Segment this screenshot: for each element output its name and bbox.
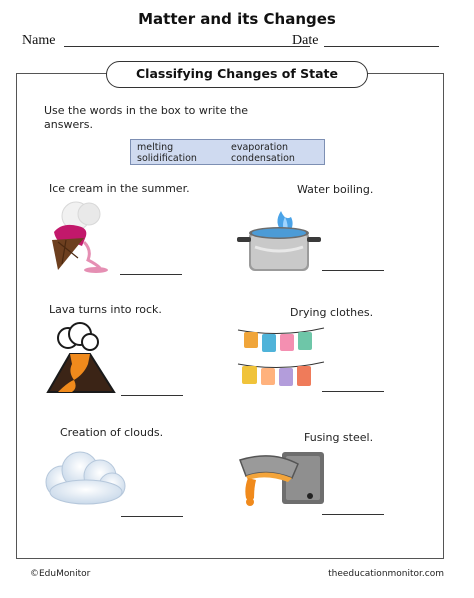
date-line[interactable] xyxy=(324,46,439,47)
item-prompt-drying-clothes: Drying clothes. xyxy=(290,306,374,319)
answer-line[interactable] xyxy=(322,270,384,271)
answer-line[interactable] xyxy=(322,514,384,515)
instructions: Use the words in the box to write the answers. xyxy=(44,104,249,131)
boiling-pot-icon xyxy=(235,203,325,283)
answer-line[interactable] xyxy=(322,391,384,392)
footer-copyright: ©EduMonitor xyxy=(30,569,91,579)
answer-line[interactable] xyxy=(120,274,182,275)
word-box-item: condensation xyxy=(231,153,295,164)
melting-ice-cream-icon xyxy=(44,198,114,278)
worksheet-title: Matter and its Changes xyxy=(138,10,336,28)
item-prompt-lava: Lava turns into rock. xyxy=(49,303,162,316)
volcano-icon xyxy=(44,322,119,397)
molten-steel-icon xyxy=(232,446,328,510)
item-prompt-ice-cream: Ice cream in the summer. xyxy=(49,182,190,195)
date-label: Date xyxy=(292,33,319,48)
word-box-item: evaporation xyxy=(231,142,289,153)
cloud-icon xyxy=(40,446,130,508)
worksheet-subtitle: Classifying Changes of State xyxy=(106,61,368,88)
item-prompt-fusing-steel: Fusing steel. xyxy=(304,431,374,444)
name-line[interactable] xyxy=(64,46,310,47)
answer-line[interactable] xyxy=(121,516,183,517)
name-label: Name xyxy=(22,33,56,48)
answer-line[interactable] xyxy=(121,395,183,396)
clothesline-icon xyxy=(236,322,326,394)
word-box-item: solidification xyxy=(137,153,197,164)
name-date-row xyxy=(22,33,452,51)
word-box-item: melting xyxy=(137,142,174,153)
item-prompt-clouds: Creation of clouds. xyxy=(60,426,164,439)
footer-website[interactable]: theeducationmonitor.com xyxy=(328,569,444,579)
item-prompt-water-boiling: Water boiling. xyxy=(297,183,374,196)
word-box xyxy=(130,139,325,165)
